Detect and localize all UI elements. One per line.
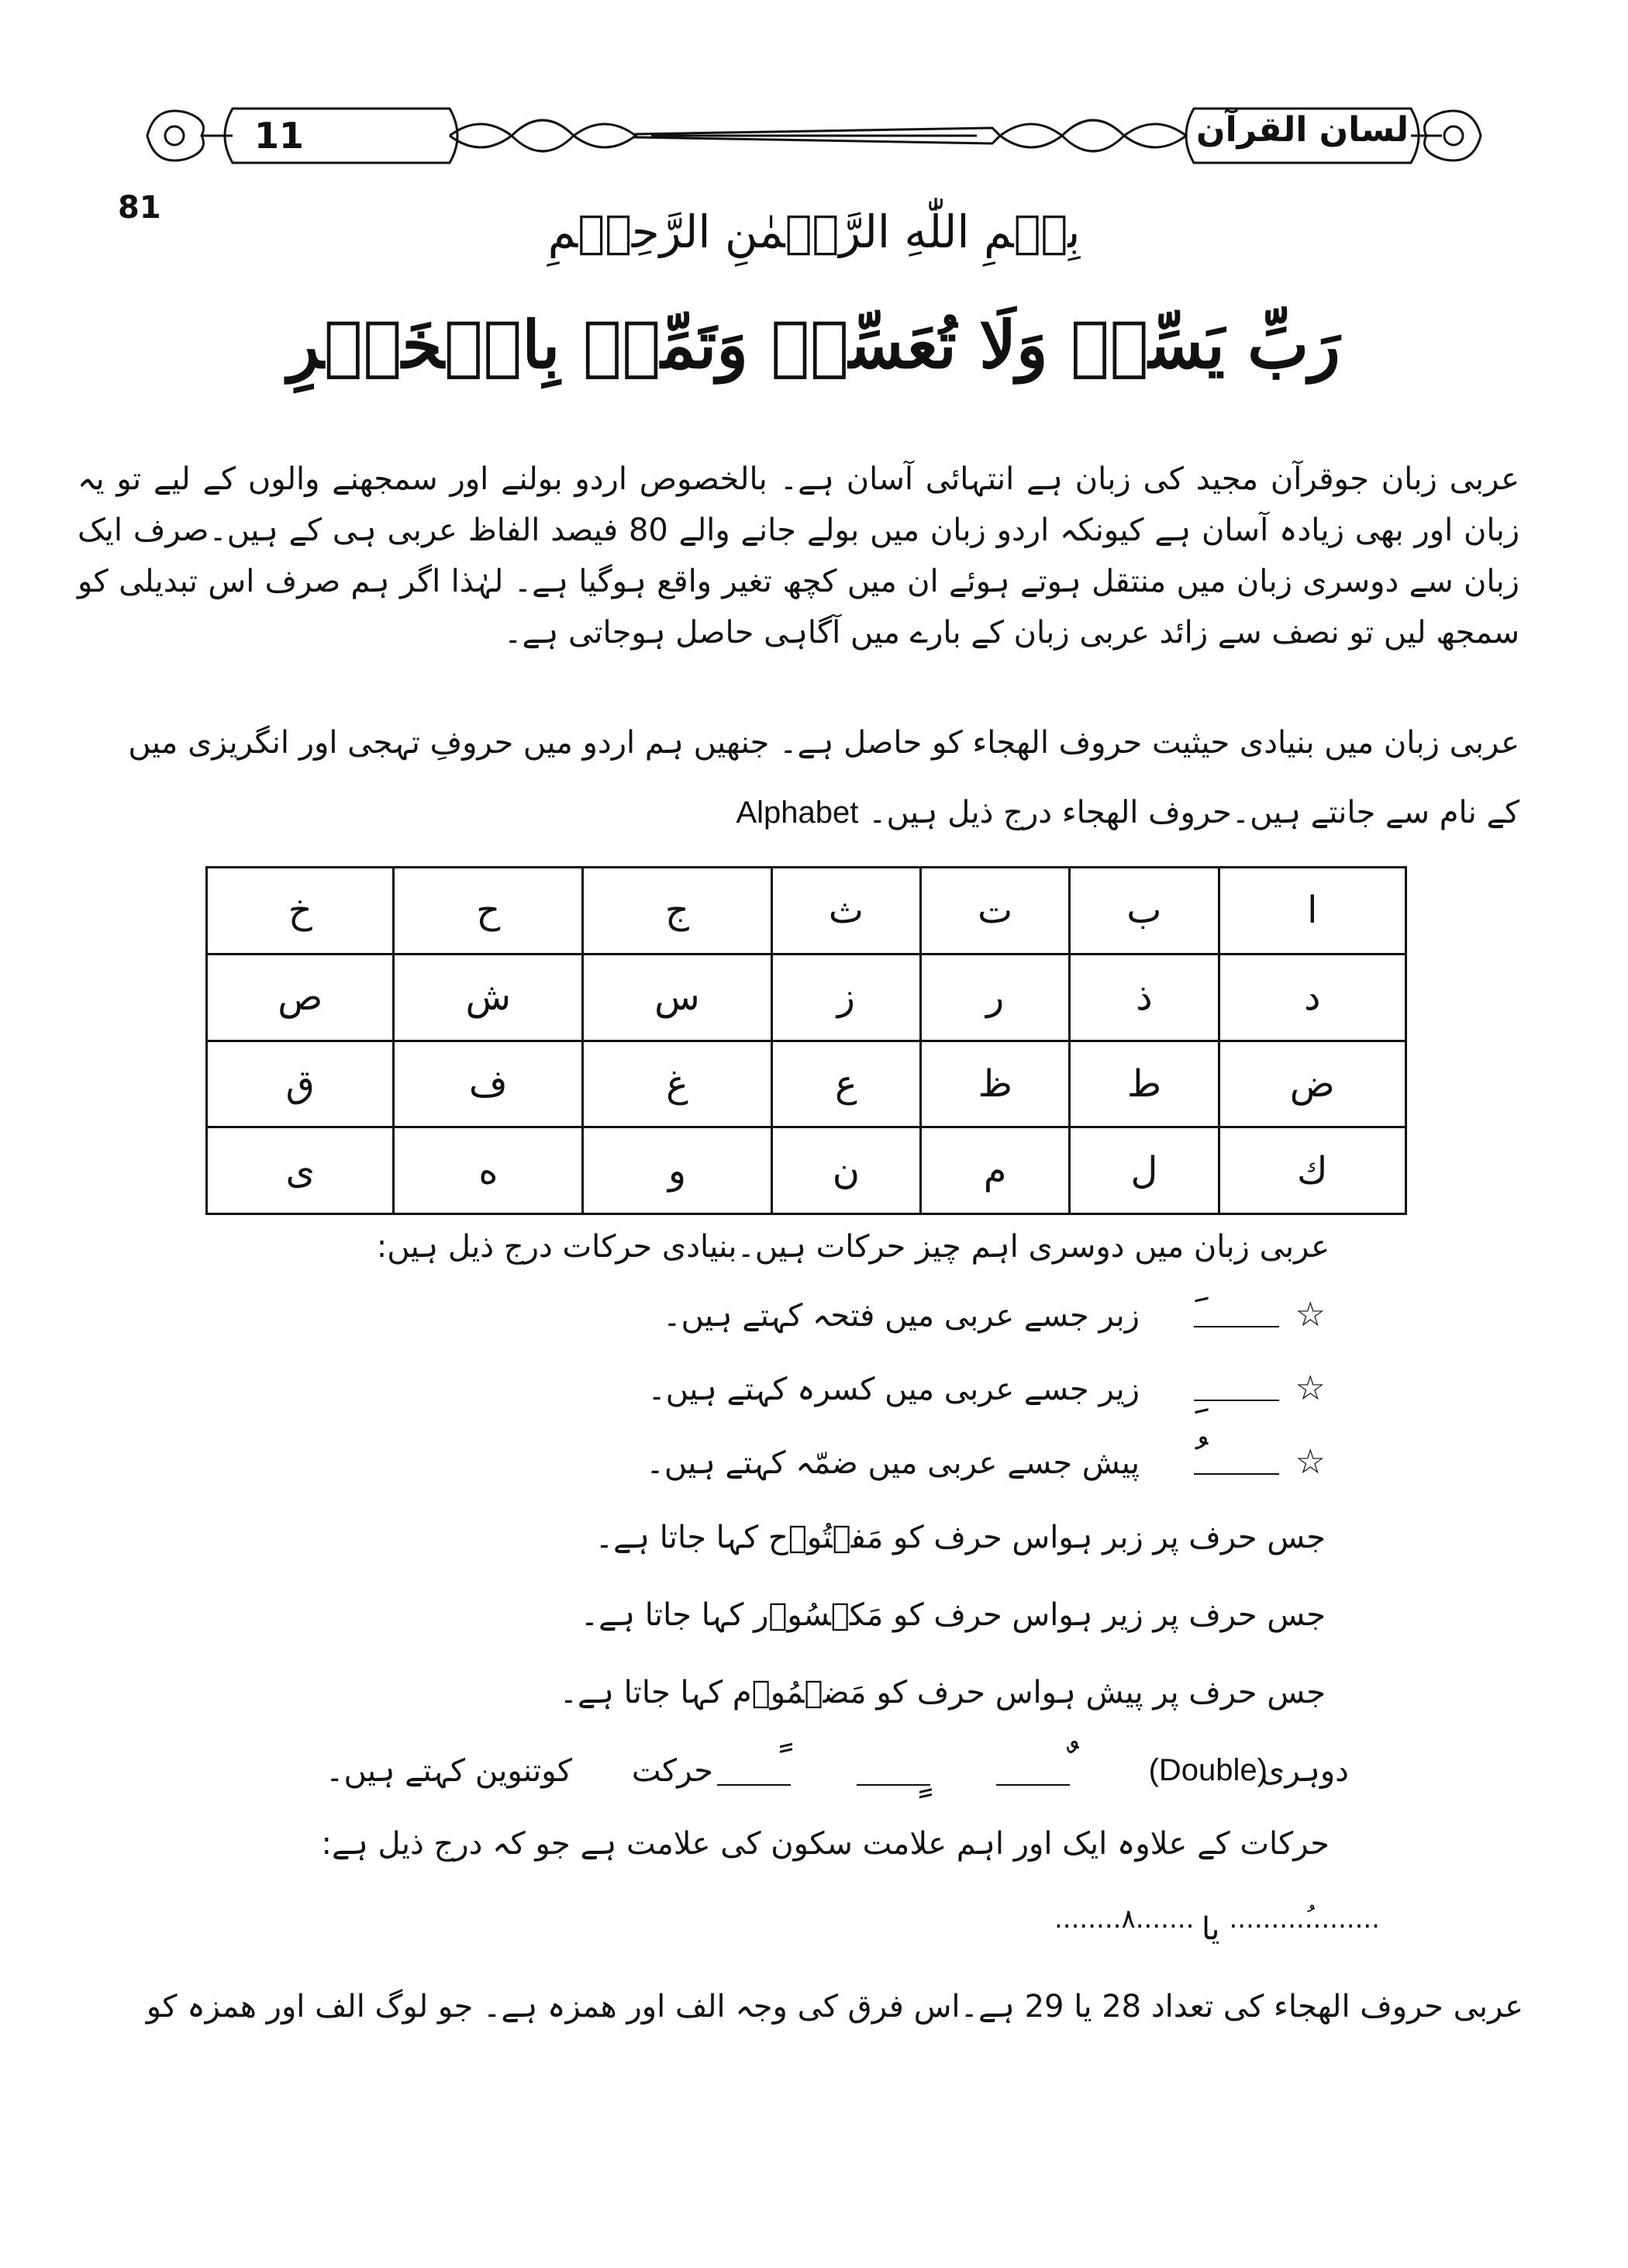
dua-heading: رَبِّ يَسِّرۡ وَلَا تُعَسِّرۡ وَتَمِّمۡ بِالۡخَيۡرِ — [288, 306, 1340, 383]
sukoon-or: یا — [1202, 1911, 1220, 1947]
letter-cell: ش — [394, 954, 583, 1041]
letter-cell: ف — [394, 1041, 583, 1127]
rule-maftooh: جس حرف پر زبر ہواس حرف کو مَفۡتُوۡح کہا جاتا ہے۔ — [595, 1520, 1326, 1555]
intro-paragraph: عربی زبان جوقرآن مجید کی زبان ہے انتہائی آسان ہے۔ بالخصوص اردو بولنے اور سمجھنے والوں کے لیے تو یہ زبان اور بھی زیادہ آسان ہے کیونکہ اردو زبان میں بولے جانے والے 80 فیصد الفاظ عربی ہی کے ہیں۔صرف ایک زبان سے دوسری زبان میں منتقل ہوتے ہوئے ان میں کچھ تغیر واقع ہوگیا ہے۔ لہٰذا اگر ہم صرف اس تبدیلی کو سمجھ لیں تو نصف سے زائد عربی زبان کے بارے میں آگاہی حاصل ہوجاتی ہے۔ — [78, 461, 1520, 651]
table-row — [207, 954, 1406, 1041]
alphabet-paragraph-line2 — [736, 795, 1519, 830]
rule-mazmoom: جس حرف پر پیش ہواس حرف کو مَضۡمُوۡم کہا جاتا ہے۔ — [559, 1675, 1326, 1710]
alphabet-paragraph-urdu: کے نام سے جانتے ہیں۔حروف الھجاء درج ذیل ہیں۔ — [868, 795, 1519, 830]
haraka-row-damma — [643, 1442, 1326, 1489]
blank-line — [1194, 1320, 1279, 1327]
letter-cell: ب — [1070, 868, 1219, 954]
letter-cell: ذ — [1070, 954, 1219, 1041]
tanween-prefix: دوہری — [1261, 1753, 1349, 1789]
alphabet-table — [205, 866, 1407, 1215]
alphabet-paragraph-line1: عربی زبان میں بنیادی حیثیت حروف الھجاء کو حاصل ہے۔ جنھیں ہم اردو میں حروفِ تہجی اور انگریزی میں — [128, 725, 1519, 761]
table-row — [207, 1041, 1406, 1127]
book-title: لسان القرآن — [1196, 110, 1409, 150]
letter-cell: ق — [207, 1041, 394, 1127]
sukoon-dotted-left: ........٨....... — [1054, 1904, 1195, 1935]
tanween-suffix-visible: کوتنوین کہتے ہیں۔ — [326, 1753, 572, 1789]
letter-cell: س — [583, 954, 772, 1041]
letter-cell: ك — [1219, 1127, 1406, 1214]
blank-line — [996, 1778, 1070, 1786]
table-row — [207, 1127, 1406, 1214]
haraka-text: زبر جسے عربی میں فتحہ کہتے ہیں۔ — [663, 1298, 1140, 1334]
letter-cell: ه — [394, 1127, 583, 1214]
haraka-text: پیش جسے عربی میں ضمّہ کہتے ہیں۔ — [646, 1445, 1140, 1481]
harakat-intro: عربی زبان میں دوسری اہم چیز حرکات ہیں۔بنیادی حرکات درج ذیل ہیں: — [376, 1229, 1330, 1265]
page-number: 11 — [254, 115, 304, 157]
letter-cell: ص — [207, 954, 394, 1041]
letters-count-line: عربی حروف الھجاء کی تعداد 28 یا 29 ہے۔اس فرق کی وجہ الف اور ھمزہ ہے۔ جو لوگ الف اور ھمزہ کو — [146, 1989, 1523, 2025]
sukoon-dotted-right: ..........ُ........ — [1229, 1904, 1380, 1935]
letter-cell: خ — [207, 868, 394, 954]
letter-cell: ع — [771, 1041, 920, 1127]
letter-cell: ط — [1070, 1041, 1219, 1127]
blank-line — [717, 1778, 791, 1786]
tanween-english: (Double) — [1148, 1753, 1268, 1787]
letter-cell: م — [921, 1127, 1070, 1214]
letter-cell: و — [583, 1127, 772, 1214]
haraka-row-fatha — [663, 1295, 1326, 1341]
haraka-text: زیر جسے عربی میں کسرہ کہتے ہیں۔ — [647, 1372, 1140, 1407]
blank-line — [1194, 1467, 1279, 1475]
letter-cell: ظ — [921, 1041, 1070, 1127]
letter-cell: ز — [771, 954, 920, 1041]
sukoon-intro: حرکات کے علاوہ ایک اور اہم علامت سکون کی علامت ہے جو کہ درج ذیل ہے: — [321, 1826, 1330, 1862]
letter-cell: د — [1219, 954, 1406, 1041]
bismillah: بِسۡمِ اللّٰهِ الرَّحۡمٰنِ الرَّحِيۡمِ — [547, 205, 1081, 258]
letter-cell: ل — [1070, 1127, 1219, 1214]
alphabet-english-word: Alphabet — [736, 796, 859, 830]
letter-cell: ن — [771, 1127, 920, 1214]
letter-cell: ت — [921, 868, 1070, 954]
letter-cell: ر — [921, 954, 1070, 1041]
star-icon: ☆ — [1295, 1295, 1326, 1334]
letter-cell: ا — [1219, 868, 1406, 954]
letter-cell: ج — [583, 868, 772, 954]
letter-cell: ض — [1219, 1041, 1406, 1127]
side-number: 81 — [118, 190, 161, 226]
rule-maksoor: جس حرف پر زیر ہواس حرف کو مَكۡسُوۡر کہا جاتا ہے۔ — [580, 1597, 1326, 1633]
haraka-row-kasra — [647, 1369, 1326, 1415]
star-icon: ☆ — [1295, 1442, 1326, 1482]
letter-cell: ی — [207, 1127, 394, 1214]
letter-cell: ث — [771, 868, 920, 954]
blank-line — [1194, 1393, 1279, 1401]
tanween-word: حرکت — [631, 1753, 713, 1789]
letter-cell: ح — [394, 868, 583, 954]
star-icon: ☆ — [1295, 1369, 1326, 1408]
table-row — [207, 868, 1406, 954]
blank-line — [857, 1778, 930, 1786]
letter-cell: غ — [583, 1041, 772, 1127]
